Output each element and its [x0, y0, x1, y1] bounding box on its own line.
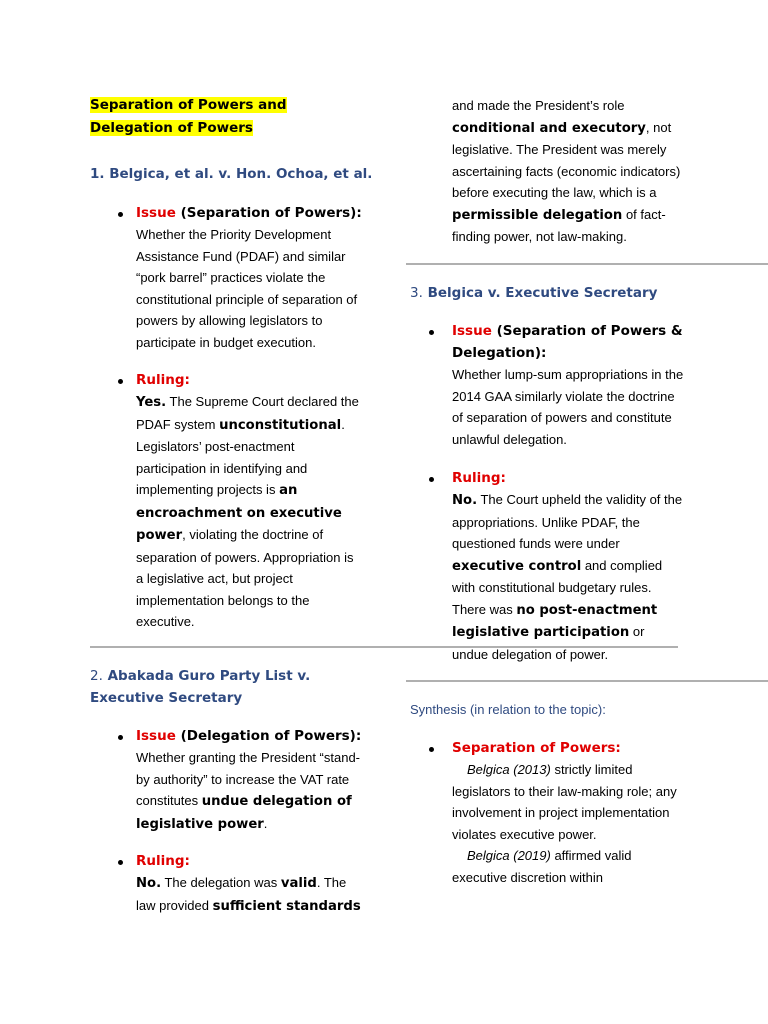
case-1-ruling: [136, 369, 364, 633]
case-3-issue: [452, 320, 687, 450]
synthesis-label: Separation of Powers:: [452, 740, 621, 756]
ruling-text: No. The delegation was valid. The law provided sufficient standards: [136, 875, 361, 914]
bullet-icon: [118, 735, 123, 740]
case-2-ruling-continued: and made the President’s role conditional and executory, not legislative. The President was merely ascertaining facts (economic indicators) before executing the law, which is a permissible delegation of fact-finding power, not law-making.: [452, 98, 681, 244]
issue-topic: (Separation of Powers):: [180, 205, 362, 221]
ruling-text: No. The Court upheld the validity of the appropriations. Unlike PDAF, the questioned funds were under executive control and complied with constitutional budgetary rules. There was no post-enactment legislative participation or undue delegation of power.: [452, 492, 683, 662]
issue-label: Issue: [136, 205, 176, 221]
bullet-icon: [118, 379, 123, 384]
issue-text: Whether granting the President “stand-by authority” to increase the VAT rate constitutes undue delegation of legislative power.: [136, 750, 361, 832]
issue-topic: (Delegation of Powers):: [180, 728, 362, 744]
synthesis-heading: Synthesis (in relation to the topic):: [410, 702, 606, 717]
issue-text: Whether lump-sum appropriations in the 2014 GAA similarly violate the doctrine of separation of powers and constitute unlawful delegation.: [452, 367, 684, 447]
issue-topic: (Separation of Powers & Delegation):: [452, 323, 683, 361]
ruling-text: Yes. The Supreme Court declared the PDAF system unconstitutional. Legislators’ post-enactment participation in identifying and implementing projects is an encroachment on executive power, violating the doctrine of separation of powers. Appropriation is a legislative act, but project implementation belongs to the executive.: [136, 394, 359, 629]
section-divider: [406, 680, 768, 682]
issue-label: Issue: [136, 728, 176, 744]
bullet-icon: [429, 330, 434, 335]
synthesis-separation: [452, 737, 687, 888]
synthesis-p2: Belgica (2019) affirmed valid executive discretion within: [452, 848, 632, 885]
bullet-icon: [429, 477, 434, 482]
bullet-icon: [118, 860, 123, 865]
case-1-heading: 1. Belgica, et al. v. Hon. Ochoa, et al.: [90, 166, 373, 182]
case-3-ruling: [452, 467, 684, 665]
case-2-heading: 2. Abakada Guro Party List v. Executive Secretary: [90, 668, 311, 706]
document-title: Separation of Powers and Delegation of Powers: [90, 97, 287, 136]
case-2-issue: [136, 725, 366, 835]
ruling-label: Ruling:: [136, 372, 190, 388]
case-1-issue: [136, 202, 368, 353]
synthesis-p1: Belgica (2013) strictly limited legislators to their law-making role; any involvement in project implementation violates executive power.: [452, 762, 677, 842]
issue-text: Whether the Priority Development Assistance Fund (PDAF) and similar “pork barrel” practices violate the constitutional principle of separation of powers by allowing legislators to participate in budget execution.: [136, 227, 358, 350]
ruling-label: Ruling:: [452, 470, 506, 486]
bullet-icon: [429, 747, 434, 752]
issue-label: Issue: [452, 323, 492, 339]
section-divider: [406, 263, 768, 265]
bullet-icon: [118, 212, 123, 217]
case-3-heading: 3. Belgica v. Executive Secretary: [410, 285, 658, 301]
ruling-label: Ruling:: [136, 853, 190, 869]
case-2-ruling: [136, 850, 368, 917]
